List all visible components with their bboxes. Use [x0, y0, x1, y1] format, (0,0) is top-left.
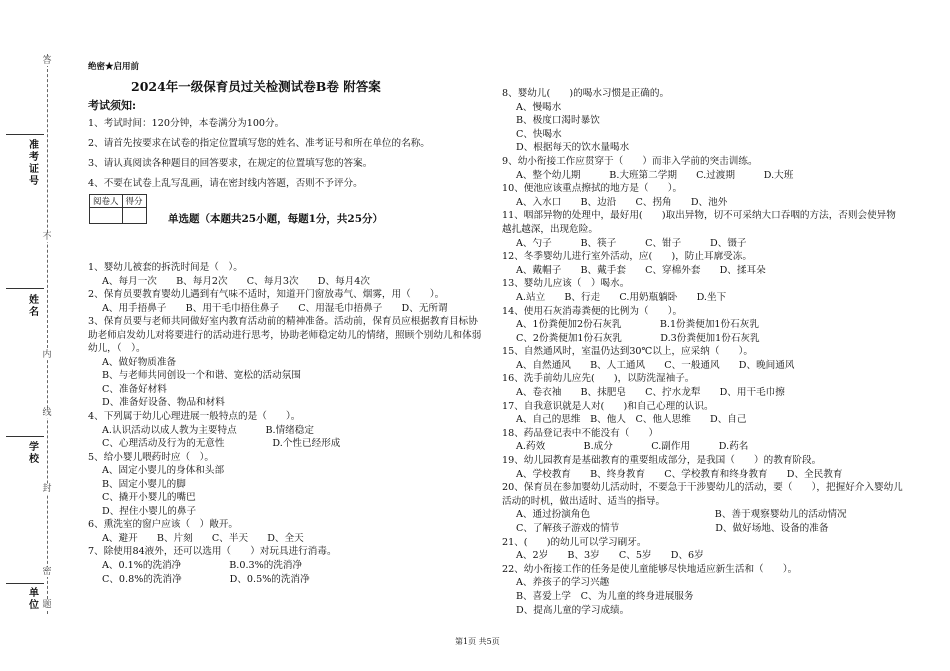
binding-mark-feng: 封	[42, 484, 52, 494]
notice-item: 4、不要在试卷上乱写乱画，请在密封线内答题，否则不予评分。	[88, 178, 363, 189]
option-line: C、快喝水	[516, 128, 562, 140]
option-line: C、准备好材料	[102, 383, 167, 395]
left-question-column	[88, 262, 488, 587]
option-line: A、每月一次 B、每月2次 C、每月3次 D、每月4次	[102, 275, 370, 287]
option-line: A、戴帽子 B、戴手套 C、穿棉外套 D、揉耳朵	[516, 264, 766, 276]
question-line: 16、洗手前幼儿应先( )，以防洗湿袖子。	[502, 373, 695, 385]
page-title: 2024年一级保育员过关检测试卷B卷 附答案	[131, 79, 381, 94]
binding-name-label: 姓名	[29, 295, 39, 318]
question-line: 20、保育员在参加婴幼儿活动时，不要急于干涉婴幼儿的活动，要（ ），把握好介入婴幼儿	[502, 482, 903, 494]
question-line: 11、咽部异物的处理中，最好用( )取出异物，切不可采纳大口吞咽的方法，否则会使异物	[502, 210, 896, 222]
option-line: B、喜爱上学 C、为儿童的终身进展服务	[516, 590, 694, 602]
question-line: 8、婴幼儿( )的喝水习惯是正确的。	[502, 88, 670, 99]
option-line: A、做好物质准备	[102, 356, 177, 368]
notice-item: 3、请认真阅读各种题目的回答要求，在规定的位置填写您的答案。	[88, 158, 373, 169]
option-line: D、根据每天的饮水量喝水	[516, 142, 630, 154]
option-line: A、0.1%的洗消净 B.0.3%的洗消净	[102, 560, 303, 572]
option-line: C、了解孩子游戏的情节 D、做好场地、设备的准备	[516, 523, 829, 534]
binding-mark-da: 答	[42, 56, 52, 66]
option-line: A、自然通风 B、人工通风 C、一般通风 D、晚间通风	[516, 359, 795, 371]
option-line: A、学校教育 B、终身教育 C、学校教育和终身教育 D、全民教育	[516, 468, 843, 480]
option-line: A、整个幼儿期 B.大班第二学期 C.过渡期 D.大班	[516, 169, 794, 181]
question-line: 22、幼小衔接工作的任务是使儿童能够尽快地适应新生活和（ ）。	[502, 563, 798, 575]
option-line: A.认识活动以成人教为主要特点 B.情绪稳定	[102, 424, 314, 436]
question-line: 幼儿，（ ）。	[88, 343, 146, 355]
option-line: A、养孩子的学习兴趣	[516, 577, 610, 589]
question-line: 3、保育员要与老师共同做好室内教育活动前的精神准备。活动前，保育员应根据教育目标协	[88, 316, 478, 328]
binding-mark-xian: 线	[42, 408, 52, 418]
option-line: A.药效 B.成分 C.副作用 D.药名	[516, 441, 749, 453]
binding-mark-ti: 题	[42, 600, 52, 610]
binding-unit-label: 单位	[29, 588, 39, 611]
option-line: B、固定小婴儿的脚	[102, 478, 186, 490]
notice-item: 1、考试时间：120分钟，本卷满分为100分。	[88, 118, 285, 129]
grader-reviewer-cell: 阅卷人	[90, 195, 123, 208]
notice-item: 2、请首先按要求在试卷的指定位置填写您的姓名、准考证号和所在单位的名称。	[88, 138, 430, 149]
exam-no-line	[6, 134, 44, 135]
option-line: D、捏住小婴儿的鼻子	[102, 505, 197, 517]
notice-heading: 考试须知:	[88, 99, 137, 112]
binding-exam-no-label: 准考证号	[29, 140, 39, 187]
option-line: B、与老师共同创设一个和谐、宽松的活动氛围	[102, 370, 301, 382]
option-line: A、入水口 B、边沿 C、拐角 D、池外	[516, 196, 728, 208]
option-line: A.站立 B、行走 C.用奶瓶躺卧 D.坐下	[516, 291, 727, 303]
binding-dashed-line	[47, 54, 48, 614]
grader-reviewer-blank[interactable]	[90, 208, 123, 224]
question-line: 12、冬季婴幼儿进行室外活动，应( )，防止耳廓受冻。	[502, 251, 752, 263]
option-line: A、慢喝水	[516, 101, 562, 113]
section-title: 单选题（本题共25小题，每题1分，共25分）	[168, 213, 384, 225]
option-line: C、心理活动及行为的无意性 D.个性已经形成	[102, 438, 341, 450]
binding-school-label: 学校	[29, 442, 39, 465]
question-line: 10、便池应该重点擦拭的地方是（ ）。	[502, 183, 683, 195]
question-line: 1、婴幼儿被套的拆洗时间是（ ）。	[88, 262, 243, 273]
option-line: A、1份粪便加2份石灰乳 B.1份粪便加1份石灰乳	[516, 319, 759, 331]
option-line: A、卷衣袖 B、抹肥皂 C、拧水龙犁 D、用干毛巾擦	[516, 387, 785, 399]
option-line: C、撬开小婴儿的嘴巴	[102, 492, 196, 504]
option-line: A、固定小婴儿的身体和头部	[102, 465, 225, 477]
option-line: A、勺子 B、筷子 C、钳子 D、镊子	[516, 237, 747, 249]
grader-score-cell: 得分	[122, 195, 146, 208]
question-line: 4、下列属于幼儿心理进展一般特点的是（ ）。	[88, 411, 301, 423]
question-line: 5、给小婴儿喂药时应（ ）。	[88, 451, 215, 463]
secret-label: 绝密★启用前	[88, 62, 140, 72]
binding-mark-nei: 内	[42, 350, 52, 360]
option-line: D、准备好设备、物品和材料	[102, 397, 225, 409]
grader-table	[89, 194, 147, 224]
question-line: 2、保育员要教育婴幼儿遇到有气味不适时，知道开门窗放毒气、烟雾，用（ ）。	[88, 289, 445, 301]
question-line: 14、使用石灰消毒粪便的比例为（ ）。	[502, 305, 683, 317]
option-line: A、用手捂鼻子 B、用干毛巾捂住鼻子 C、用湿毛巾捂鼻子 D、无所谓	[102, 302, 448, 314]
option-line: D、提高儿童的学习成绩。	[516, 604, 630, 616]
question-line: 7、除使用84液外，还可以选用（ ）对玩具进行消毒。	[88, 546, 337, 558]
page-footer: 第1页 共5页	[455, 637, 500, 646]
question-line: 17、自我意识就是人对( )和自己心理的认识。	[502, 400, 714, 412]
question-line: 越扎越深，出现危险。	[502, 223, 598, 235]
option-line: C、2份粪便加1份石灰乳 D.3份粪便加1份石灰乳	[516, 332, 760, 344]
binding-mark-mi: 密	[42, 567, 52, 577]
option-line: B、极度口渴时暴饮	[516, 115, 600, 127]
question-line: 助老师启发幼儿对将要进行的活动进行思考，协助老师稳定幼儿的情绪，照顾个别幼儿和体弱	[88, 329, 482, 341]
grader-score-blank[interactable]	[122, 208, 146, 224]
question-line: 活动的时机，做出适时、适当的指导。	[502, 495, 666, 507]
name-line	[6, 288, 44, 289]
option-line: A、避开 B、片刻 C、半天 D、全天	[102, 532, 304, 544]
option-line: A、自己的思维 B、他人 C、他人思维 D、自己	[516, 414, 747, 426]
question-line: 21、( )的幼儿可以学习刷牙。	[502, 536, 647, 548]
option-line: C、0.8%的洗消净 D、0.5%的洗消净	[102, 573, 310, 585]
unit-line	[6, 583, 44, 584]
right-question-column	[502, 88, 932, 618]
question-line: 18、药品登记表中不能没有（ ）	[502, 427, 659, 439]
option-line: A、通过扮演角色 B、善于观察婴幼儿的活动情况	[516, 509, 847, 521]
binding-mark-bu: 不	[42, 232, 52, 242]
school-line	[6, 436, 44, 437]
question-line: 19、幼儿园教育是基础教育的重要组成部分，是我国（ ）的教育阶段。	[502, 455, 822, 467]
question-line: 6、熏洗室的窗户应该（ ）敞开。	[88, 519, 239, 531]
option-line: A、2岁 B、3岁 C、5岁 D、6岁	[516, 550, 704, 562]
question-line: 9、幼小衔接工作应贯穿于（ ）而非入学前的突击训练。	[502, 155, 758, 167]
question-line: 13、婴幼儿应该（ ）喝水。	[502, 278, 630, 290]
question-line: 15、自然通风时，室温仍达到30℃以上，应采纳（ ）。	[502, 346, 754, 358]
